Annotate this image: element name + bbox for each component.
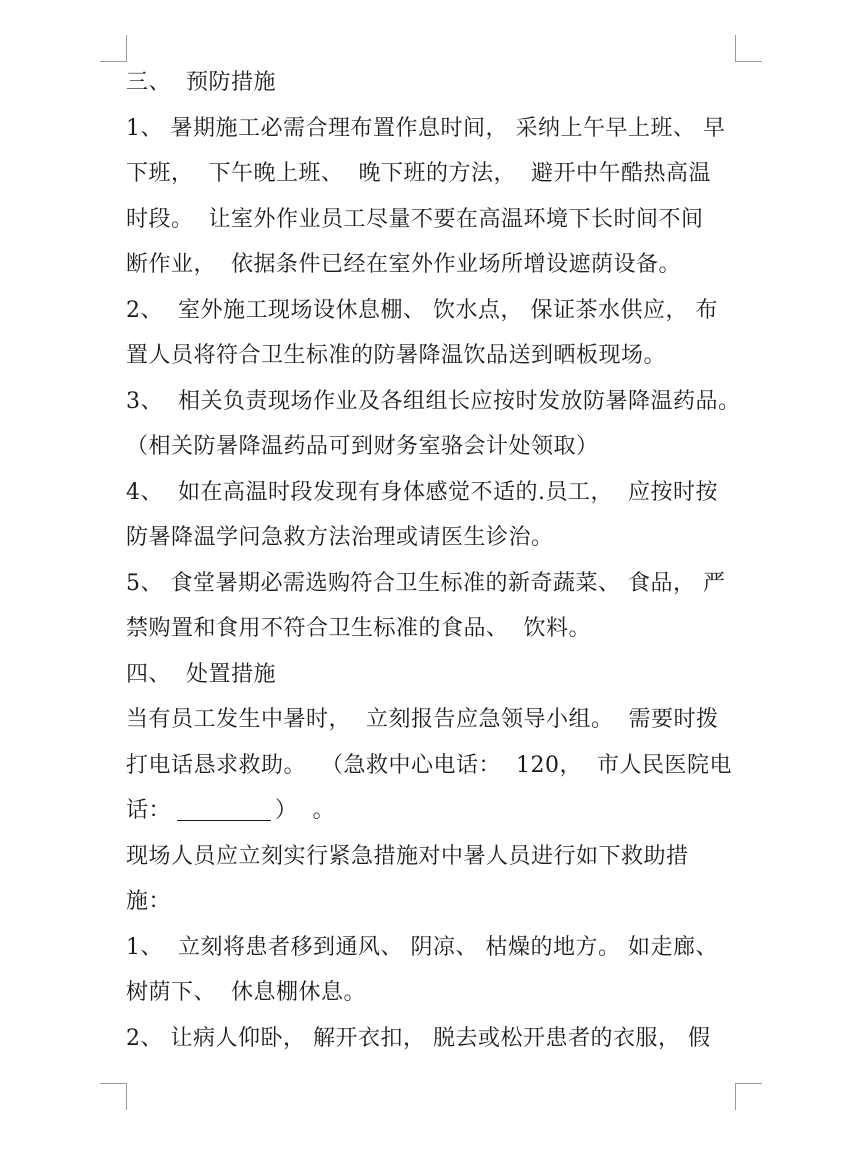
text-line: 现场人员应立刻实行紧急措施对中暑人员进行如下救助措 <box>126 844 689 869</box>
text-line: 树荫下、 休息棚休息。 <box>126 980 366 1005</box>
page-corner-mark-bottom-right <box>735 1083 762 1110</box>
text-line: 2、 室外施工现场设休息棚、 饮水点， 保证茶水供应， 布 <box>126 298 718 323</box>
phone-line <box>126 796 335 826</box>
page-corner-mark-bottom-left <box>100 1083 127 1110</box>
text-line: 当有员工发生中暑时， 立刻报告应急领导小组。 需要时拨 <box>126 707 719 732</box>
text-line: 置人员将符合卫生标准的防暑降温饮品送到晒板现场。 <box>126 343 667 368</box>
phone-number-blank <box>177 798 271 821</box>
page-corner-mark-top-right <box>735 35 762 62</box>
text-line: 3、 相关负责现场作业及各组组长应按时发放防暑降温药品。 <box>126 389 741 414</box>
text-line: 防暑降温学问急救方法治理或请医生诊治。 <box>126 525 554 550</box>
section-heading-response: 四、 处置措施 <box>126 662 276 687</box>
text-line: 2、 让病人仰卧， 解开衣扣， 脱去或松开患者的衣服， 假 <box>126 1026 711 1051</box>
text-line: 1、 立刻将患者移到通风、 阴凉、 枯燥的地方。 如走廊、 <box>126 935 718 960</box>
text-line: 施： <box>126 889 172 914</box>
text-line: 打电话恳求救助。 （急救中心电话： 120， 市人民医院电 <box>126 753 732 778</box>
text-line: 断作业， 依据条件已经在室外作业场所增设遮荫设备。 <box>126 252 681 277</box>
page-corner-mark-top-left <box>100 35 127 62</box>
text-line: 禁购置和食用不符合卫生标准的食品、 饮料。 <box>126 616 591 641</box>
text-line: 时段。 让室外作业员工尽量不要在高温环境下长时间不间 <box>126 207 704 232</box>
phone-line-suffix: ） 。 <box>275 798 336 823</box>
section-heading-prevention: 三、 预防措施 <box>126 70 276 95</box>
text-line: 下班， 下午晚上班、 晚下班的方法， 避开中午酷热高温 <box>126 161 711 186</box>
text-line: 4、 如在高温时段发现有身体感觉不适的.员工， 应按时按 <box>126 480 718 505</box>
text-line: （相关防暑降温药品可到财务室骆会计处领取） <box>126 434 599 459</box>
text-line: 5、 食堂暑期必需选购符合卫生标准的新奇蔬菜、 食品， 严 <box>126 571 726 596</box>
phone-line-prefix: 话： <box>126 798 172 823</box>
text-line: 1、 暑期施工必需合理布置作息时间， 采纳上午早上班、 早 <box>126 116 726 141</box>
